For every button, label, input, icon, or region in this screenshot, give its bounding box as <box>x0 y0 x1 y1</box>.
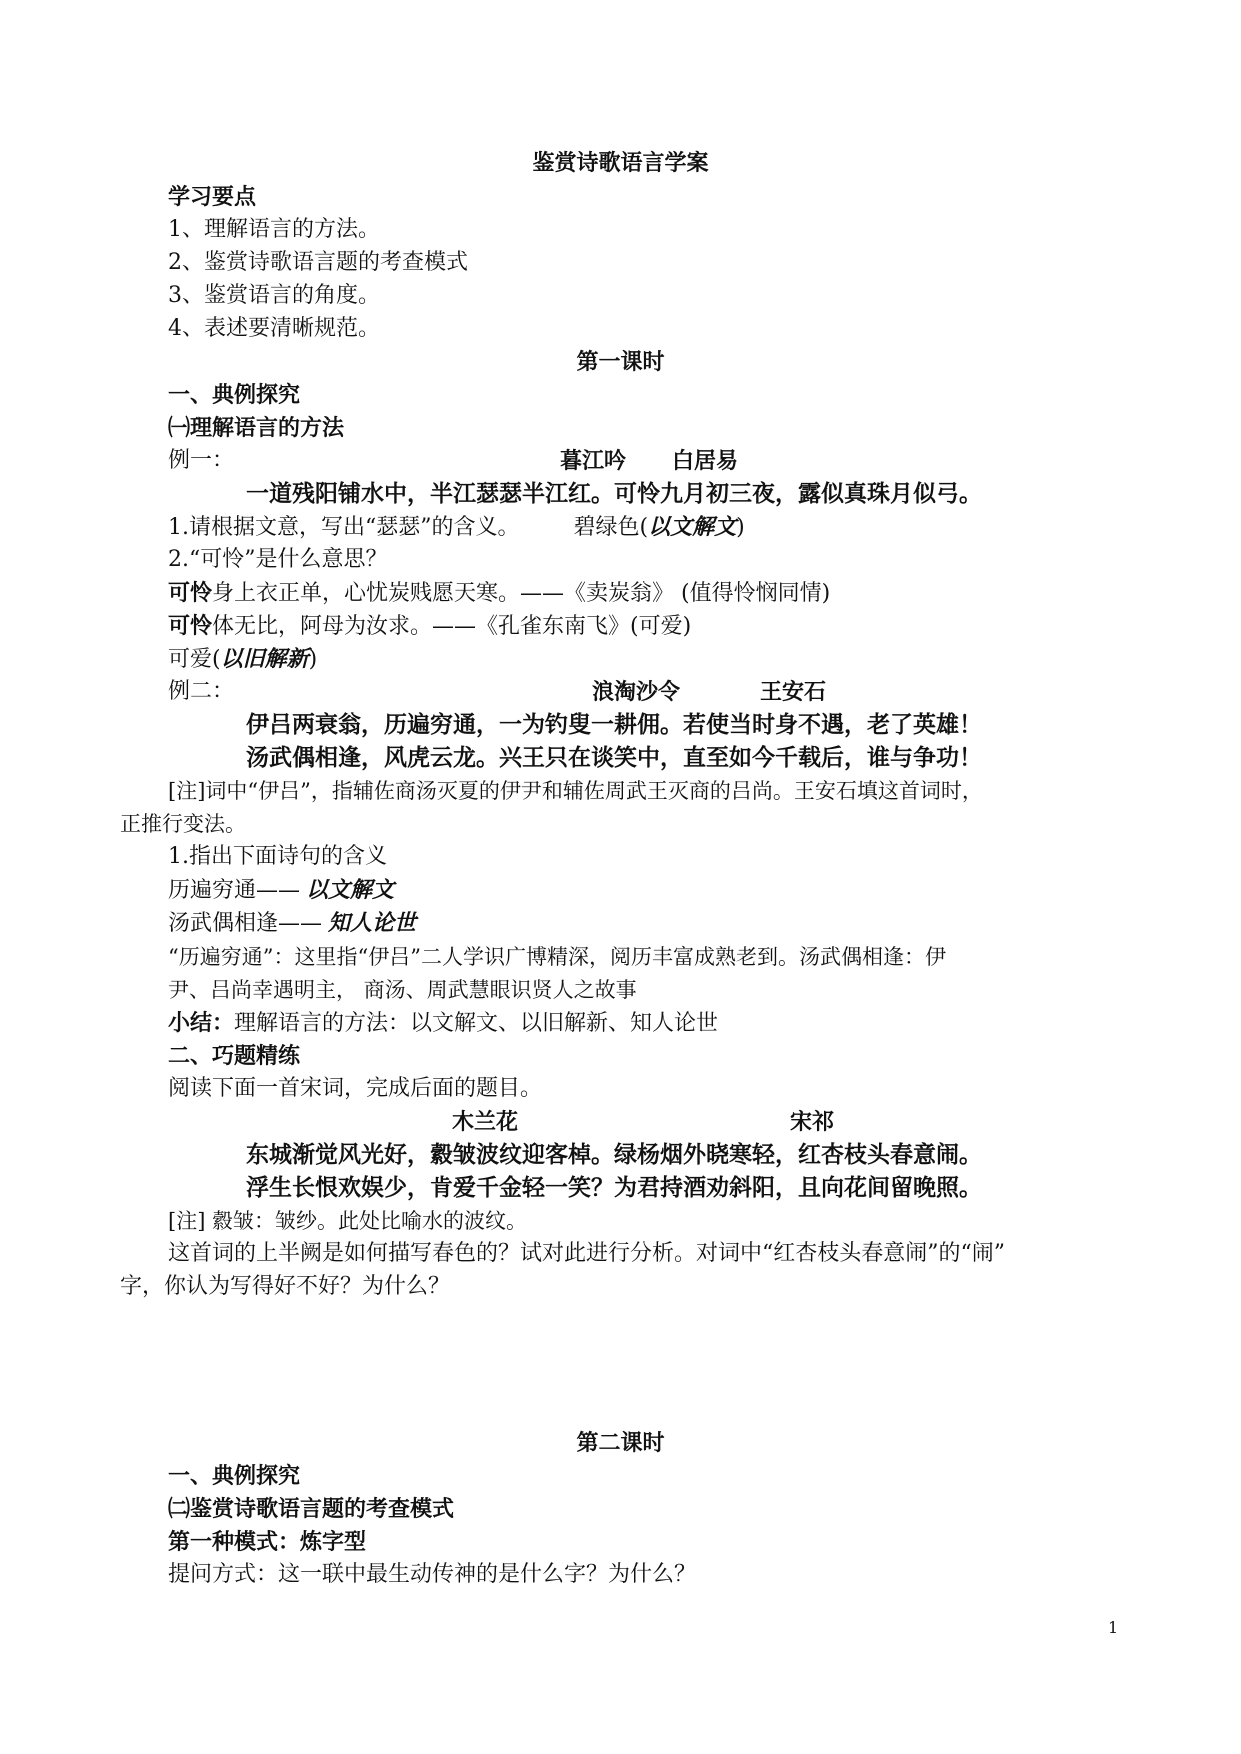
example2-item2-text: 汤武偶相逢—— <box>168 911 323 936</box>
example1-reference1-word: 可怜 <box>168 580 213 606</box>
lesson1-section1-heading: 一、典例探究 <box>168 382 301 408</box>
lesson1-title: 第一课时 <box>576 349 665 375</box>
study-point-1: 1、理解语言的方法。 <box>168 217 380 242</box>
example2-question1: 1.指出下面诗句的含义 <box>168 844 387 869</box>
lesson2-subsection-heading: ㈡鉴赏诗歌语言题的考查模式 <box>168 1496 455 1522</box>
example1-answer1-close: ) <box>736 515 745 540</box>
study-point-3: 3、鉴赏语言的角度。 <box>168 283 380 308</box>
exercise-poem-line1: 东城渐觉风光好，縠皱波纹迎客棹。绿杨烟外晓寒轻，红杏枝头春意闹。 <box>246 1141 982 1168</box>
document-title: 鉴赏诗歌语言学案 <box>532 150 709 176</box>
example1-answer2-text: 可爱( <box>168 647 221 672</box>
study-points-heading: 学习要点 <box>168 184 257 210</box>
study-point-2: 2、鉴赏诗歌语言题的考查模式 <box>168 250 468 275</box>
lesson2-ask: 提问方式：这一联中最生动传神的是什么字？为什么？ <box>168 1562 697 1587</box>
exercise-poem-title: 木兰花 <box>452 1109 519 1135</box>
example1-answer2-method: 以旧解新 <box>220 646 309 672</box>
lesson1-subsection1-heading: ㈠理解语言的方法 <box>168 415 345 441</box>
example2-poet: 王安石 <box>760 679 827 705</box>
example2-poem-line2: 汤武偶相逢，风虎云龙。兴王只在谈笑中，直至如今千载后，谁与争功！ <box>246 744 982 771</box>
example1-reference1 <box>168 578 830 609</box>
exercise-question-line1: 这首词的上半阙是如何描写春色的？试对此进行分析。对词中“红杏枝头春意闹”的“闹” <box>168 1241 1005 1266</box>
exercise-intro: 阅读下面一首宋词，完成后面的题目。 <box>168 1076 543 1101</box>
example1-answer2 <box>168 644 317 675</box>
example1-question2: 2.“可怜”是什么意思？ <box>168 547 388 572</box>
lesson2-title: 第二课时 <box>576 1430 665 1456</box>
example2-answer-line1: “历遍穷通”：这里指“伊吕”二人学识广博精深，阅历丰富成熟老到。汤武偶相逢：伊 <box>168 945 946 969</box>
example1-answer2-close: ) <box>308 647 318 672</box>
example2-label: 例二： <box>168 679 235 704</box>
example1-question1 <box>168 512 745 543</box>
example1-label: 例一： <box>168 448 235 473</box>
study-point-4: 4、表述要清晰规范。 <box>168 316 380 341</box>
example1-question1-text: 1.请根据文意，写出“瑟瑟”的含义。 <box>168 515 520 540</box>
example1-reference2-word: 可怜 <box>168 613 213 639</box>
example1-reference2 <box>168 611 691 642</box>
example2-item2-method: 知人论世 <box>328 910 417 936</box>
example1-poet: 白居易 <box>672 448 739 474</box>
exercise-question-line2: 字，你认为写得好不好？为什么？ <box>120 1274 451 1299</box>
example2-poem-line1: 伊吕两衰翁，历遍穷通，一为钓叟一耕佣。若使当时身不遇，老了英雄！ <box>246 711 982 738</box>
example1-reference2-text: 体无比，阿母为汝求。——《孔雀东南飞》(可爱) <box>212 614 692 639</box>
example2-item1 <box>168 875 394 906</box>
summary <box>168 1008 718 1039</box>
example1-answer1-method: 以文解文 <box>648 514 737 540</box>
lesson2-mode1-heading: 第一种模式：炼字型 <box>168 1529 367 1555</box>
example2-answer-line2: 尹、吕尚幸遇明主， 商汤、周武慧眼识贤人之故事 <box>168 978 637 1002</box>
summary-label: 小结： <box>168 1010 235 1036</box>
page-number: 1 <box>1108 1618 1119 1637</box>
example2-poem-title: 浪淘沙令 <box>592 679 681 705</box>
lesson2-section1-heading: 一、典例探究 <box>168 1463 301 1489</box>
exercise-poet: 宋祁 <box>790 1109 835 1135</box>
exercise-poem-line2: 浮生长恨欢娱少，肯爱千金轻一笑？为君持酒劝斜阳，且向花间留晚照。 <box>246 1174 982 1201</box>
example2-note-line1: [注]词中“伊吕”，指辅佐商汤灭夏的伊尹和辅佐周武王灭商的吕尚。王安石填这首词时， <box>168 779 983 803</box>
example1-poem-line: 一道残阳铺水中，半江瑟瑟半江红。可怜九月初三夜，露似真珠月似弓。 <box>246 480 982 507</box>
example2-item1-method: 以文解文 <box>306 877 395 903</box>
exercise-note: [注] 縠皱：皱纱。此处比喻水的波纹。 <box>168 1209 528 1233</box>
example1-reference1-text: 身上衣正单，心忧炭贱愿天寒。——《卖炭翁》 (值得怜悯同情) <box>212 581 831 606</box>
example2-item1-text: 历遍穷通—— <box>168 878 301 903</box>
lesson1-section2-heading: 二、巧题精练 <box>168 1043 301 1069</box>
example2-item2 <box>168 908 416 939</box>
example1-poem-title: 暮江吟 <box>560 448 627 474</box>
summary-text: 理解语言的方法：以文解文、以旧解新、知人论世 <box>234 1011 719 1036</box>
example1-answer1: 碧绿色( <box>573 515 649 540</box>
example2-note-line2: 正推行变法。 <box>120 812 246 836</box>
